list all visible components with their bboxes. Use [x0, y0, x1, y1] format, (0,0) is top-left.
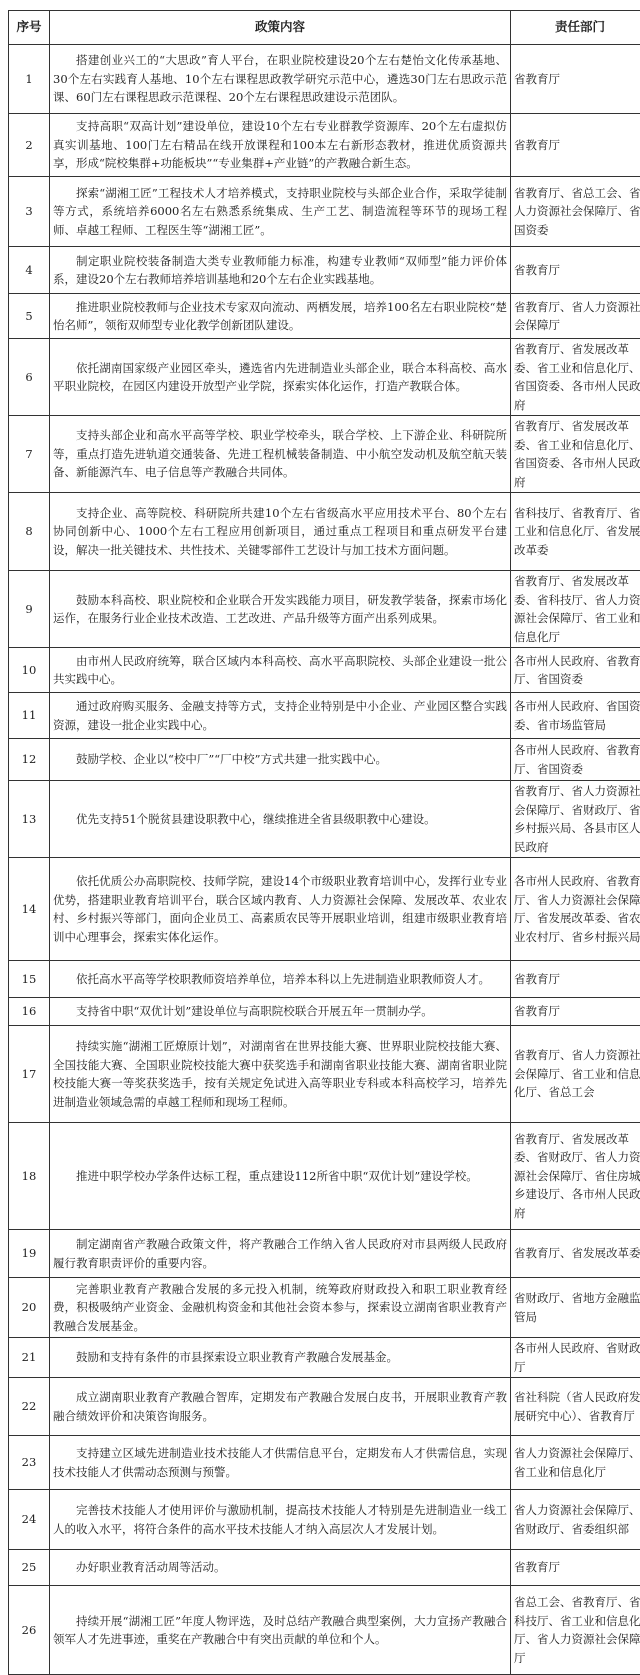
responsible-dept: 省教育厅、省发展改革委、省科技厅、省人力资源社会保障厅、省工业和信息化厅 [511, 571, 640, 648]
responsible-dept: 省社科院（省人民政府发展研究中心）、省教育厅 [511, 1378, 640, 1436]
table-row [9, 998, 640, 1026]
policy-content: 支持高职“双高计划”建设单位，建设10个左右专业群教学资源库、20个左右虚拟仿真实训基地、100门左右精品在线开放课程和100本左右新形态教材，推进优质资源共享，形成“院校集群+功能板块”“专业集群+产业链”的产教融合新生态。 [50, 114, 511, 177]
responsible-dept: 省教育厅 [511, 114, 640, 177]
policy-content: 完善技术技能人才使用评价与激励机制，提高技术技能人才特别是先进制造业一线工人的收入水平，将符合条件的高水平技术技能人才纳入高层次人才发展计划。 [50, 1490, 511, 1550]
header-dept: 责任部门 [511, 11, 640, 45]
policy-content: 优先支持51个脱贫县建设职教中心，继续推进全省县级职教中心建设。 [50, 781, 511, 858]
policy-content: 支持省中职“双优计划”建设单位与高职院校联合开展五年一贯制办学。 [50, 998, 511, 1026]
table-row [9, 1586, 640, 1675]
responsible-dept: 各市州人民政府、省教育厅、省人力资源社会保障厅、省发展改革委、省农业农村厅、省乡村振兴局 [511, 858, 640, 961]
table-row [9, 1026, 640, 1123]
row-number: 8 [9, 493, 50, 571]
row-number: 5 [9, 294, 50, 339]
table-row [9, 339, 640, 416]
policy-content: 依托优质公办高职院校、技师学院，建设14个市级职业教育培训中心，发挥行业专业优势，搭建职业教育培训平台，联合区域内教育、人力资源社会保障、发展改革、农业农村、乡村振兴等部门，面向企业员工、高素质农民等开展职业培训，组建市级职业教育培训中心理事会，探索实体化运作。 [50, 858, 511, 961]
policy-content: 搭建创业兴工的“大思政”育人平台，在职业院校建设20个左右楚怡文化传承基地、30个左右实践育人基地、10个左右课程思政教学研究示范中心，遴选30门左右思政示范课、60门左右课程思政示范课程、20个左右课程思政建设示范团队。 [50, 45, 511, 114]
table-row [9, 858, 640, 961]
row-number: 6 [9, 339, 50, 416]
responsible-dept: 省人力资源社会保障厅、省工业和信息化厅 [511, 1436, 640, 1490]
table-row [9, 739, 640, 781]
responsible-dept: 省总工会、省教育厅、省科技厅、省工业和信息化厅、省人力资源社会保障厅 [511, 1586, 640, 1675]
table-row [9, 416, 640, 493]
row-number: 10 [9, 648, 50, 693]
table-row [9, 247, 640, 294]
responsible-dept: 省教育厅、省发展改革委 [511, 1230, 640, 1278]
policy-content: 依托湖南国家级产业园区牵头，遴选省内先进制造业头部企业，联合本科高校、高水平职业院校，在园区内建设开放型产业学院，探索实体化运作，打造产教联合体。 [50, 339, 511, 416]
responsible-dept: 各市州人民政府、省财政厅 [511, 1338, 640, 1378]
row-number: 4 [9, 247, 50, 294]
row-number: 21 [9, 1338, 50, 1378]
responsible-dept: 省教育厅、省人力资源社会保障厅 [511, 294, 640, 339]
row-number: 11 [9, 693, 50, 739]
policy-content: 鼓励学校、企业以“校中厂”“厂中校”方式共建一批实践中心。 [50, 739, 511, 781]
row-number: 7 [9, 416, 50, 493]
row-number: 23 [9, 1436, 50, 1490]
policy-content: 制定职业院校装备制造大类专业教师能力标准，构建专业教师“双师型”能力评价体系，建设20个左右教师培养培训基地和20个左右企业实践基地。 [50, 247, 511, 294]
row-number: 14 [9, 858, 50, 961]
table-row [9, 114, 640, 177]
row-number: 24 [9, 1490, 50, 1550]
responsible-dept: 省教育厅 [511, 961, 640, 998]
header-no: 序号 [9, 11, 50, 45]
row-number: 26 [9, 1586, 50, 1675]
policy-content: 持续实施“湖湘工匠燎原计划”，对湖南省在世界技能大赛、世界职业院校技能大赛、全国技能大赛、全国职业院校技能大赛中获奖选手和湖南省职业技能大赛、湖南省职业院校技能大赛一等奖获奖选手，按有关规定免试进入高等职业专科或本科高校学习，培养先进制造业领域急需的卓越工程师和现场工程师。 [50, 1026, 511, 1123]
policy-content: 支持建立区域先进制造业技术技能人才供需信息平台，定期发布人才供需信息，实现技术技能人才供需动态预测与预警。 [50, 1436, 511, 1490]
policy-content: 持续开展“湖湘工匠”年度人物评选，及时总结产教融合典型案例，大力宣扬产教融合领军人才先进事迹，重奖在产教融合中有突出贡献的单位和个人。 [50, 1586, 511, 1675]
responsible-dept: 省教育厅、省人力资源社会保障厅、省工业和信息化厅、省总工会 [511, 1026, 640, 1123]
row-number: 3 [9, 177, 50, 247]
responsible-dept: 省财政厅、省地方金融监管局 [511, 1278, 640, 1338]
row-number: 12 [9, 739, 50, 781]
row-number: 13 [9, 781, 50, 858]
row-number: 22 [9, 1378, 50, 1436]
responsible-dept: 各市州人民政府、省教育厅、省国资委 [511, 648, 640, 693]
row-number: 1 [9, 45, 50, 114]
table-row [9, 177, 640, 247]
table-row [9, 45, 640, 114]
table-row [9, 1123, 640, 1230]
responsible-dept: 各市州人民政府、省国资委、省市场监管局 [511, 693, 640, 739]
row-number: 25 [9, 1550, 50, 1586]
row-number: 9 [9, 571, 50, 648]
table-row [9, 1550, 640, 1586]
responsible-dept: 省科技厅、省教育厅、省工业和信息化厅、省发展改革委 [511, 493, 640, 571]
policy-content: 探索“湖湘工匠”工程技术人才培养模式，支持职业院校与头部企业合作，采取学徒制等方式，系统培养6000名左右熟悉系统集成、生产工艺、制造流程等环节的现场工程师、卓越工程师、工程医生等“湖湘工匠”。 [50, 177, 511, 247]
header-content: 政策内容 [50, 11, 511, 45]
table-row [9, 1490, 640, 1550]
table-row [9, 571, 640, 648]
table-row [9, 1378, 640, 1436]
responsible-dept: 省教育厅、省总工会、省人力资源社会保障厅、省国资委 [511, 177, 640, 247]
policy-content: 鼓励本科高校、职业院校和企业联合开发实践能力项目，研发教学装备，探索市场化运作，在服务行业企业技术改造、工艺改进、产品升级等方面产出系列成果。 [50, 571, 511, 648]
responsible-dept: 省教育厅、省人力资源社会保障厅、省财政厅、省乡村振兴局、各县市区人民政府 [511, 781, 640, 858]
table-row [9, 961, 640, 998]
table-row [9, 1230, 640, 1278]
responsible-dept: 省教育厅、省发展改革委、省财政厅、省人力资源社会保障厅、省住房城乡建设厅、各市州人民政府 [511, 1123, 640, 1230]
row-number: 15 [9, 961, 50, 998]
policy-content: 成立湖南职业教育产教融合智库，定期发布产教融合发展白皮书，开展职业教育产教融合绩效评价和决策咨询服务。 [50, 1378, 511, 1436]
responsible-dept: 省教育厅、省发展改革委、省工业和信息化厅、省国资委、各市州人民政府 [511, 339, 640, 416]
table-row [9, 648, 640, 693]
row-number: 16 [9, 998, 50, 1026]
policy-content: 支持头部企业和高水平高等学校、职业学校牵头，联合学校、上下游企业、科研院所等，重点打造先进轨道交通装备、先进工程机械装备制造、中小航空发动机及航空航天装备、新能源汽车、电子信息等产教融合共同体。 [50, 416, 511, 493]
row-number: 20 [9, 1278, 50, 1338]
responsible-dept: 省教育厅 [511, 1550, 640, 1586]
policy-content: 推进中职学校办学条件达标工程，重点建设112所省中职“双优计划”建设学校。 [50, 1123, 511, 1230]
table-row [9, 693, 640, 739]
table-row [9, 1338, 640, 1378]
responsible-dept: 各市州人民政府、省教育厅、省国资委 [511, 739, 640, 781]
policy-content: 完善职业教育产教融合发展的多元投入机制，统筹政府财政投入和职工职业教育经费，积极吸纳产业资金、金融机构资金和其他社会资本参与，探索设立湖南省职业教育产教融合发展基金。 [50, 1278, 511, 1338]
responsible-dept: 省教育厅、省发展改革委、省工业和信息化厅、省国资委、各市州人民政府 [511, 416, 640, 493]
table-header-row [9, 11, 640, 45]
policy-content: 制定湖南省产教融合政策文件，将产教融合工作纳入省人民政府对市县两级人民政府履行教育职责评价的重要内容。 [50, 1230, 511, 1278]
table-row [9, 493, 640, 571]
policy-content: 通过政府购买服务、金融支持等方式，支持企业特别是中小企业、产业园区整合实践资源，建设一批企业实践中心。 [50, 693, 511, 739]
table-row [9, 781, 640, 858]
policy-content: 由市州人民政府统筹，联合区域内本科高校、高水平高职院校、头部企业建设一批公共实践中心。 [50, 648, 511, 693]
responsible-dept: 省教育厅 [511, 45, 640, 114]
table-row [9, 1436, 640, 1490]
responsible-dept: 省人力资源社会保障厅、省财政厅、省委组织部 [511, 1490, 640, 1550]
table-body [9, 45, 640, 1675]
row-number: 17 [9, 1026, 50, 1123]
table-row [9, 294, 640, 339]
policy-content: 鼓励和支持有条件的市县探索设立职业教育产教融合发展基金。 [50, 1338, 511, 1378]
table-row [9, 1278, 640, 1338]
policy-table [8, 10, 640, 1675]
row-number: 18 [9, 1123, 50, 1230]
policy-content: 支持企业、高等院校、科研院所共建10个左右省级高水平应用技术平台、80个左右协同创新中心、1000个左右工程应用创新项目，通过重点工程项目和重点研发平台建设，解决一批关键技术、共性技术、关键零部件工艺设计与加工技术方面问题。 [50, 493, 511, 571]
row-number: 19 [9, 1230, 50, 1278]
responsible-dept: 省教育厅 [511, 247, 640, 294]
policy-content: 办好职业教育活动周等活动。 [50, 1550, 511, 1586]
policy-content: 依托高水平高等学校职教师资培养单位，培养本科以上先进制造业职教师资人才。 [50, 961, 511, 998]
responsible-dept: 省教育厅 [511, 998, 640, 1026]
row-number: 2 [9, 114, 50, 177]
policy-content: 推进职业院校教师与企业技术专家双向流动、两栖发展，培养100名左右职业院校“楚怡名师”，领衔双师型专业化教学创新团队建设。 [50, 294, 511, 339]
